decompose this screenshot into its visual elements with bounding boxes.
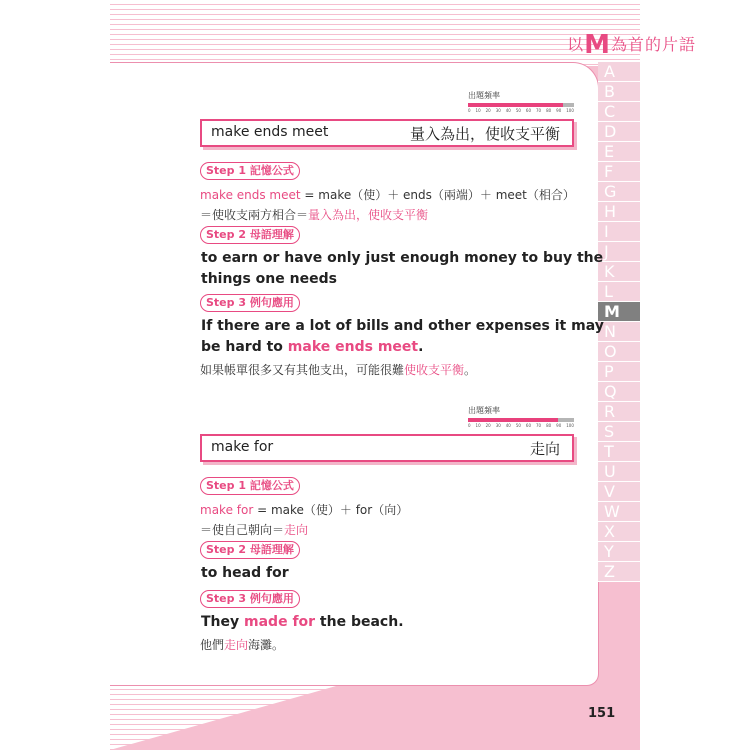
frequency-tick: 50 [515, 108, 521, 113]
example-sentence: They made for the beach. [201, 614, 404, 630]
page-number: 151 [588, 706, 616, 721]
frequency-tick: 40 [505, 423, 511, 428]
tab-e: E [598, 142, 640, 162]
entry-meaning: 走向 [529, 440, 560, 458]
tab-j: J [598, 242, 640, 262]
entry-header-box [200, 434, 574, 462]
formula-line: make ends meet = make（使）＋ ends（兩端）＋ meet（相合） [200, 188, 575, 202]
frequency-label: 出題頻率 [468, 406, 500, 415]
tab-d: D [598, 122, 640, 142]
example-sentence: If there are a lot of bills and other expenses it may [201, 318, 604, 334]
tab-x: X [598, 522, 640, 542]
frequency-tick: 0 [468, 423, 471, 428]
tab-o: O [598, 342, 640, 362]
frequency-tick: 70 [536, 423, 542, 428]
frequency-tick: 10 [475, 423, 481, 428]
entry-header-box [200, 119, 574, 147]
tab-m: M [598, 302, 640, 322]
tab-f: F [598, 162, 640, 182]
formula-result: ＝使收支兩方相合＝量入為出，使收支平衡 [200, 208, 429, 222]
frequency-tick: 100 [566, 108, 574, 113]
entry-term: make ends meet [211, 124, 329, 140]
step-1-badge: Step 1 記憶公式 [200, 477, 300, 495]
frequency-tick: 40 [505, 108, 511, 113]
tab-c: C [598, 102, 640, 122]
frequency-tick: 80 [546, 108, 552, 113]
tab-k: K [598, 262, 640, 282]
entry-meaning: 量入為出，使收支平衡 [409, 125, 560, 143]
formula-result: ＝使自己朝向＝走向 [200, 523, 309, 537]
page-header-title: 以M為首的片語 [567, 30, 696, 60]
frequency-tick: 10 [475, 108, 481, 113]
tab-q: Q [598, 382, 640, 402]
frequency-bar [468, 418, 574, 422]
example-sentence: be hard to make ends meet. [201, 339, 424, 355]
step-3-badge: Step 3 例句應用 [200, 294, 300, 312]
step-3-badge: Step 3 例句應用 [200, 590, 300, 608]
tab-y: Y [598, 542, 640, 562]
definition-line: to earn or have only just enough money to buy the [201, 250, 604, 266]
frequency-fill [468, 418, 558, 422]
frequency-tick: 90 [556, 108, 562, 113]
tab-w: W [598, 502, 640, 522]
tab-g: G [598, 182, 640, 202]
frequency-meter [468, 90, 574, 113]
frequency-tick: 60 [525, 423, 532, 428]
tab-i: I [598, 222, 640, 242]
frequency-ticks [468, 423, 574, 428]
tab-s: S [598, 422, 640, 442]
tab-h: H [598, 202, 640, 222]
tab-r: R [598, 402, 640, 422]
example-translation: 他們走向海灘。 [200, 638, 285, 652]
step-1-badge: Step 1 記憶公式 [200, 162, 300, 180]
formula-line: make for = make（使）＋ for（向） [200, 503, 409, 517]
frequency-tick: 30 [495, 108, 501, 113]
tab-u: U [598, 462, 640, 482]
frequency-tick: 30 [495, 423, 501, 428]
example-translation: 如果帳單很多又有其他支出，可能很難使收支平衡。 [200, 363, 477, 377]
frequency-tick: 100 [566, 423, 574, 428]
tab-p: P [598, 362, 640, 382]
alphabet-tabs [598, 62, 640, 584]
frequency-tick: 60 [525, 108, 532, 113]
frequency-fill [468, 103, 563, 107]
definition-line: to head for [201, 565, 289, 581]
frequency-ticks [468, 108, 574, 113]
step-2-badge: Step 2 母語理解 [200, 541, 300, 559]
frequency-meter [468, 405, 574, 428]
frequency-bar [468, 103, 574, 107]
tab-v: V [598, 482, 640, 502]
tab-a: A [598, 62, 640, 82]
tab-l: L [598, 282, 640, 302]
frequency-tick: 70 [536, 108, 542, 113]
frequency-tick: 90 [556, 423, 562, 428]
frequency-tick: 80 [546, 423, 552, 428]
definition-line: things one needs [201, 271, 337, 287]
tab-n: N [598, 322, 640, 342]
step-2-badge: Step 2 母語理解 [200, 226, 300, 244]
frequency-label: 出題頻率 [468, 91, 500, 100]
tab-t: T [598, 442, 640, 462]
frequency-tick: 20 [485, 423, 491, 428]
tab-z: Z [598, 562, 640, 582]
frequency-tick: 20 [485, 108, 491, 113]
entry-term: make for [211, 439, 274, 455]
frequency-tick: 0 [468, 108, 471, 113]
tab-b: B [598, 82, 640, 102]
frequency-tick: 50 [515, 423, 521, 428]
